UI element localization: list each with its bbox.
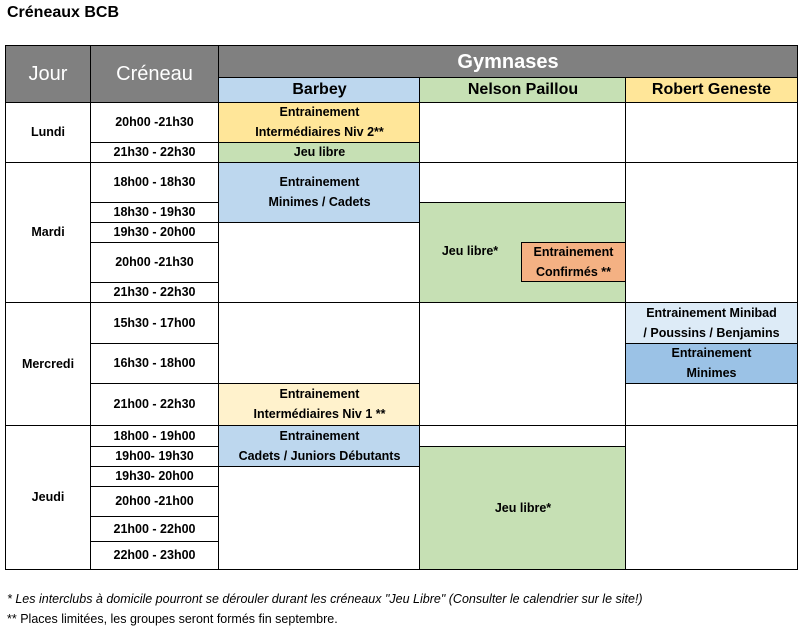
event-line: Entrainement Minibad [646,305,777,320]
event-line: / Poussins / Benjamins [643,325,780,340]
event-line: Entrainement [671,346,752,360]
grid-line [90,383,420,384]
table-border [5,45,798,570]
header-creneau: Créneau [90,46,219,102]
grid-line [90,45,91,570]
event-line: Entrainement [279,105,360,119]
slot-label: 16h30 - 18h00 [113,356,196,370]
grid-line [90,541,219,542]
footnote-places: ** Places limitées, les groupes seront formés fin septembre. [7,612,338,626]
slot-label: 22h00 - 23h00 [113,548,196,562]
grid-line [90,202,219,203]
grid-line [90,486,219,487]
day-label: Mardi [31,225,65,239]
slot-label: 20h00 -21h30 [115,115,194,129]
slot-label: 18h00 - 19h00 [113,428,196,443]
grid-line [90,516,219,517]
grid-line [90,282,219,283]
grid-line [90,466,420,467]
slot-label: 15h30 - 17h00 [113,315,196,330]
event-line: Cadets / Juniors Débutants [238,448,401,463]
slot-label: 19h30 - 20h00 [113,225,196,239]
grid-line [420,202,626,203]
header-gym-barbey: Barbey [219,77,420,102]
grid-line [90,222,420,223]
event-lundi-barbey-jeu-libre: Jeu libre [219,142,420,162]
slot-label: 19h00- 19h30 [115,449,194,463]
event-line: Jeu libre* [441,244,499,258]
slot-label: 18h30 - 19h30 [113,205,196,219]
slot-label: 21h30 - 22h30 [113,145,196,159]
grid-line [626,343,798,344]
slot-label: 19h30- 20h00 [115,469,194,483]
event-jeudi-nelson-jeu-libre: Jeu libre* [420,446,626,569]
grid-line [5,302,798,303]
grid-line [5,425,798,426]
grid-line [90,242,219,243]
grid-line [420,446,626,447]
slot-label: 21h00 - 22h30 [113,397,196,411]
slot-label: 20h00 -21h30 [115,255,194,269]
header-jour: Jour [6,46,90,102]
grid-line [5,162,798,163]
day-label: Mercredi [21,356,75,371]
header-gym-nelson: Nelson Paillou [420,77,626,102]
grid-line [419,77,420,570]
event-line: Entrainement [279,428,360,443]
grid-line [218,77,798,78]
event-line: Entrainement [279,387,360,401]
grid-line [90,343,219,344]
event-line: Confirmés ** [535,265,611,279]
slot-label: 21h00 - 22h00 [113,521,196,536]
grid-line [218,45,219,570]
event-line: Entrainement [533,245,614,259]
header-gymnases: Gymnases [219,46,797,77]
event-line: Minimes [686,366,737,380]
day-label: Jeudi [31,490,65,504]
slot-label: 20h00 -21h00 [115,494,194,508]
grid-line [90,142,420,143]
footnote-interclubs: * Les interclubs à domicile pourront se dérouler durant les créneaux "Jeu Libre" (Consulter le calendrier sur le site!) [7,592,643,606]
event-line: Intermédiaires Niv 1 ** [253,407,386,421]
event-line: Minimes / Cadets [268,195,371,209]
header-gym-robert: Robert Geneste [626,77,797,102]
page-title: Créneaux BCB [7,4,120,21]
day-label: Lundi [30,125,65,139]
event-line: Entrainement [279,175,360,189]
slot-label: 21h30 - 22h30 [113,285,196,299]
slot-label: 18h00 - 18h30 [113,175,196,189]
grid-line [626,383,798,384]
event-line: Intermédiaires Niv 2** [255,125,384,139]
grid-line [90,446,219,447]
grid-line [625,77,626,570]
grid-line [5,102,798,103]
